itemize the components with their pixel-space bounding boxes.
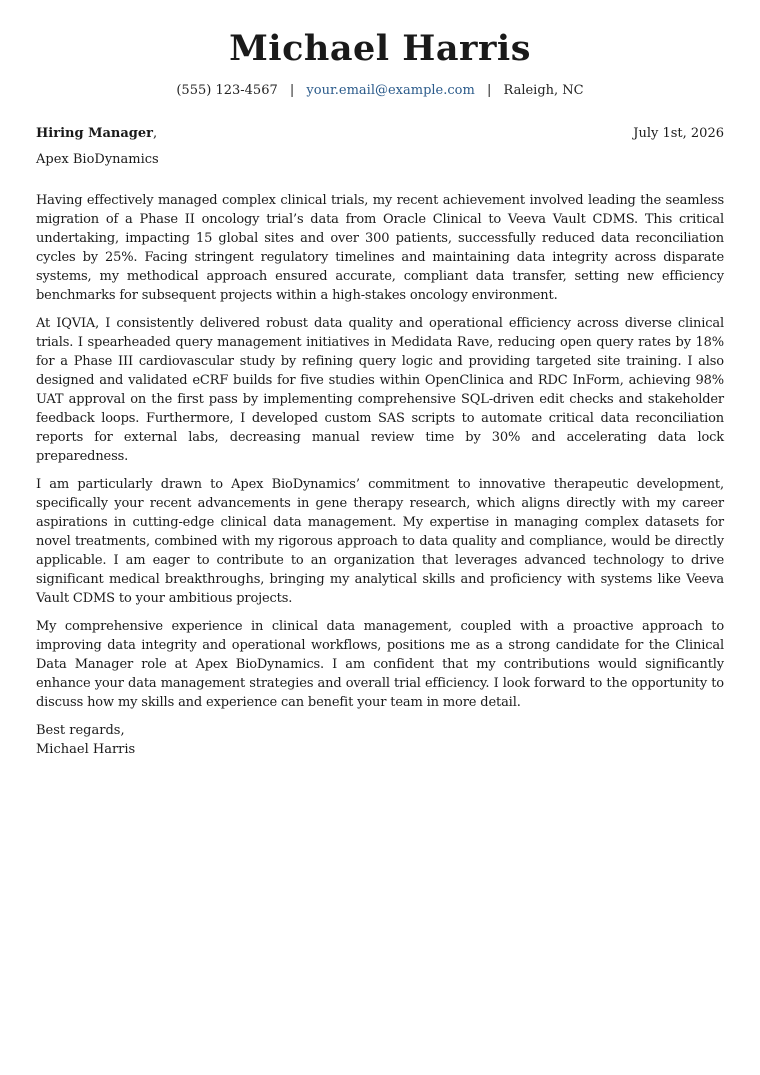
contact-line <box>36 82 724 100</box>
recipient-block <box>36 125 157 143</box>
contact-separator: | <box>486 83 492 98</box>
body-paragraph: Having effectively managed complex clinical trials, my recent achievement involved leading the seamless migration of a Phase II oncology trial’s data from Oracle Clinical to Veeva Vault CDMS. This critical undertaking, impacting 15 global sites and over 300 patients, successfully reduced data reconciliation cycles by 25%. Facing stringent regulatory timelines and maintaining data integrity across disparate systems, my methodical approach ensured accurate, compliant data transfer, setting new efficiency benchmarks for subsequent projects within a high-stakes oncology environment. <box>36 193 724 303</box>
email-link[interactable]: your.email@example.com <box>306 83 475 98</box>
body-paragraph: My comprehensive experience in clinical data management, coupled with a proactive approach to improving data integrity and operational workflows, positions me as a strong candidate for the Clinical Data Manager role at Apex BioDynamics. I am confident that my contributions would significantly enhance your data management strategies and overall trial efficiency. I look forward to the opportunity to discuss how my skills and experience can benefit your team in more detail. <box>36 619 724 710</box>
recipient-company: Apex BioDynamics <box>36 152 159 167</box>
phone-number: (555) 123-4567 <box>176 83 278 98</box>
applicant-name: Michael Harris <box>229 28 531 69</box>
signature-name: Michael Harris <box>36 742 136 757</box>
recipient-name: Hiring Manager <box>36 126 153 141</box>
body-paragraph: At IQVIA, I consistently delivered robust data quality and operational efficiency across diverse clinical trials. I spearheaded query management initiatives in Medidata Rave, reducing open query rates by 18% for a Phase III cardiovascular study by refining query logic and providing targeted site training. I also designed and validated eCRF builds for five studies within OpenClinica and RDC InForm, achieving 98% UAT approval on the first pass by implementing comprehensive SQL-driven edit checks and stakeholder feedback loops. Furthermore, I developed custom SAS scripts to automate critical data reconciliation reports for external labs, decreasing manual review time by 30% and accelerating data lock preparedness. <box>36 316 724 464</box>
location: Raleigh, NC <box>503 83 584 98</box>
body-paragraph: I am particularly drawn to Apex BioDynamics’ commitment to innovative therapeutic development, specifically your recent advancements in gene therapy research, which aligns directly with my career aspirations in cutting-edge clinical data management. My expertise in managing complex datasets for novel treatments, combined with my rigorous approach to data quality and compliance, would be directly applicable. I am eager to contribute to an organization that leverages advanced technology to drive significant medical breakthroughs, bringing my analytical skills and proficiency with systems like Veeva Vault CDMS to your ambitious projects. <box>36 477 724 606</box>
recipient-name-comma: , <box>152 126 158 141</box>
recipient-date-row <box>36 125 724 143</box>
closing-block <box>36 721 724 759</box>
contact-separator: | <box>289 83 295 98</box>
closing-salutation: Best regards, <box>36 723 125 738</box>
letter-body <box>36 191 724 712</box>
letter-date: July 1st, 2026 <box>633 126 724 141</box>
